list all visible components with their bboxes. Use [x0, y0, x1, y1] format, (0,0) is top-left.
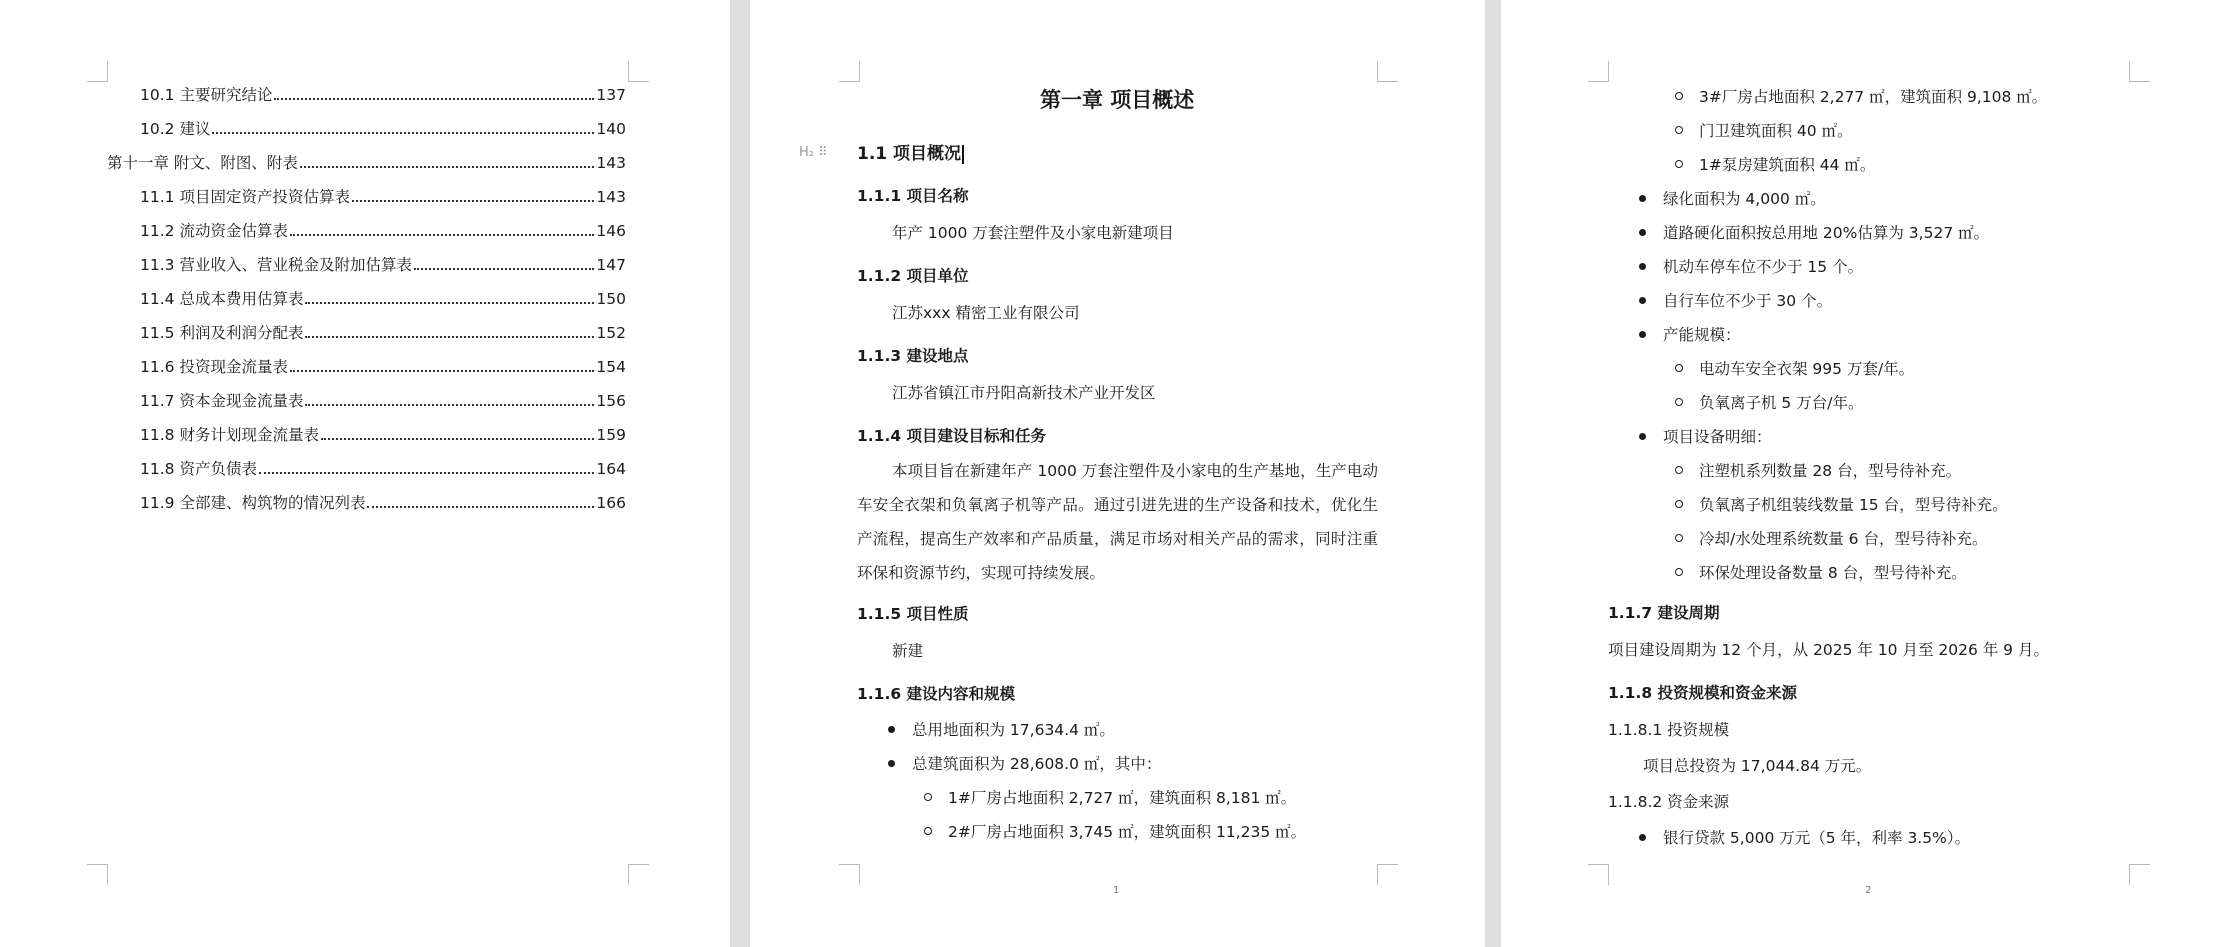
drag-handle-icon[interactable]: ⠿	[818, 145, 827, 160]
list-item-text: 银行贷款 5,000 万元（5 年，利率 3.5%）。	[1663, 829, 1971, 847]
section-heading-1-1-3: 1.1.3 建设地点	[857, 347, 969, 365]
circle-bullet-icon	[1675, 398, 1683, 406]
circle-bullet-icon	[1675, 568, 1683, 576]
sub-list-item	[1675, 561, 1967, 583]
toc-entry-label: 11.3 营业收入、营业税金及附加估算表	[140, 256, 412, 274]
toc-entry[interactable]	[140, 288, 626, 310]
project-nature-text: 新建	[892, 642, 924, 660]
toc-entry-page: 152	[596, 324, 626, 342]
section-heading-1-1-1: 1.1.1 项目名称	[857, 187, 969, 205]
toc-entry-page: 166	[596, 494, 626, 512]
section-heading-1-1-4: 1.1.4 项目建设目标和任务	[857, 427, 1047, 445]
toc-entry-label: 11.5 利润及利润分配表	[140, 324, 304, 342]
circle-bullet-icon	[1675, 92, 1683, 100]
toc-entry-page: 150	[596, 290, 626, 308]
section-heading-1-1-8-1: 1.1.8.1 投资规模	[1608, 721, 1730, 739]
toc-entry-page: 143	[596, 188, 626, 206]
bullet-icon	[1639, 263, 1646, 270]
toc-entry-page: 154	[596, 358, 626, 376]
crop-mark	[1588, 61, 1609, 82]
list-item-text: 门卫建筑面积 40 ㎡。	[1699, 122, 1853, 140]
list-item-text: 3#厂房占地面积 2,277 ㎡，建筑面积 9,108 ㎡。	[1699, 88, 2048, 106]
crop-mark	[1588, 864, 1609, 885]
list-item-text: 注塑机系列数量 28 台，型号待补充。	[1699, 462, 1962, 480]
bullet-icon	[1639, 229, 1646, 236]
toc-entry-label: 11.7 资本金现金流量表	[140, 392, 304, 410]
toc-entry-label: 11.6 投资现金流量表	[140, 358, 288, 376]
list-item	[1639, 289, 1832, 311]
sub-list-item	[1675, 357, 1914, 379]
toc-entry-label: 11.8 资产负债表	[140, 460, 257, 478]
toc-entry-label: 10.1 主要研究结论	[140, 86, 273, 104]
sub-list-item	[1675, 527, 1987, 549]
circle-bullet-icon	[924, 827, 932, 835]
toc-leader-dots	[274, 98, 594, 100]
list-item	[1639, 323, 1741, 345]
section-heading-1-1-text: 1.1 项目概况	[857, 144, 962, 164]
toc-entry[interactable]	[140, 424, 626, 446]
objectives-paragraph: 本项目旨在新建年产 1000 万套注塑件及小家电的生产基地，生产电动车安全衣架和负氧离子机等产品。通过引进先进的生产设备和技术，优化生产流程，提高生产效率和产品质量，满足市场对相关产品的需求，同时注重环保和资源节约，实现可持续发展。	[857, 462, 1378, 582]
list-item-text: 总用地面积为 17,634.4 ㎡。	[912, 721, 1115, 739]
section-heading-1-1-5: 1.1.5 项目性质	[857, 605, 969, 623]
page-number: 1	[1113, 885, 1120, 896]
toc-entry[interactable]	[140, 356, 626, 378]
list-item	[1639, 826, 1970, 848]
list-item-text: 2#厂房占地面积 3,745 ㎡，建筑面积 11,235 ㎡。	[948, 823, 1307, 841]
toc-leader-dots	[414, 268, 594, 270]
crop-mark	[628, 61, 649, 82]
toc-entry-page: 137	[596, 86, 626, 104]
section-heading-1-1-8: 1.1.8 投资规模和资金来源	[1608, 684, 1798, 702]
sub-list-item	[1675, 153, 1875, 175]
list-item-text: 电动车安全衣架 995 万套/年。	[1699, 360, 1915, 378]
circle-bullet-icon	[1675, 534, 1683, 542]
toc-leader-dots	[367, 506, 594, 508]
sub-list-item	[924, 786, 1296, 808]
section-heading-1-1-8-2: 1.1.8.2 资金来源	[1608, 793, 1730, 811]
list-item-text: 道路硬化面积按总用地 20%估算为 3,527 ㎡。	[1663, 224, 1990, 242]
toc-leader-dots	[305, 404, 594, 406]
toc-leader-dots	[305, 302, 594, 304]
crop-mark	[1377, 61, 1398, 82]
list-item	[1639, 425, 1772, 447]
construction-period-text: 项目建设周期为 12 个月，从 2025 年 10 月至 2026 年 9 月。	[1608, 641, 2049, 659]
circle-bullet-icon	[1675, 500, 1683, 508]
toc-entry[interactable]	[140, 390, 626, 412]
toc-entry-label: 第十一章 附文、附图、附表	[107, 154, 298, 172]
section-heading-1-1[interactable]	[857, 139, 964, 164]
bullet-icon	[1639, 331, 1646, 338]
crop-mark	[87, 61, 108, 82]
toc-entry-page: 146	[596, 222, 626, 240]
list-item-text: 冷却/水处理系统数量 6 台，型号待补充。	[1699, 530, 1988, 548]
crop-mark	[2129, 61, 2150, 82]
toc-entry[interactable]	[140, 458, 626, 480]
toc-entry[interactable]	[140, 220, 626, 242]
investment-scale-text: 项目总投资为 17,044.84 万元。	[1643, 757, 1872, 775]
toc-entry[interactable]	[140, 254, 626, 276]
toc-entry-page: 159	[596, 426, 626, 444]
list-item-text: 自行车位不少于 30 个。	[1663, 292, 1833, 310]
circle-bullet-icon	[1675, 466, 1683, 474]
crop-mark	[87, 864, 108, 885]
heading-marker-label: H₂	[799, 145, 814, 160]
toc-leader-dots	[300, 166, 594, 168]
section-heading-1-1-7: 1.1.7 建设周期	[1608, 604, 1720, 622]
toc-leader-dots	[352, 200, 594, 202]
list-item-text: 负氧离子机 5 万台/年。	[1699, 394, 1864, 412]
toc-leader-dots	[290, 370, 594, 372]
circle-bullet-icon	[924, 793, 932, 801]
toc-page	[0, 0, 730, 947]
list-item-text: 1#泵房建筑面积 44 ㎡。	[1699, 156, 1876, 174]
page-number: 2	[1865, 885, 1872, 896]
chapter-title: 第一章 项目概述	[1040, 87, 1195, 112]
list-item-text: 产能规模：	[1663, 326, 1741, 344]
list-item	[888, 718, 1115, 740]
toc-leader-dots	[259, 472, 594, 474]
circle-bullet-icon	[1675, 126, 1683, 134]
sub-list-item	[1675, 459, 1961, 481]
toc-leader-dots	[290, 234, 594, 236]
list-item-text: 绿化面积为 4,000 ㎡。	[1663, 190, 1826, 208]
bullet-icon	[1639, 433, 1646, 440]
construction-site-text: 江苏省镇江市丹阳高新技术产业开发区	[892, 384, 1156, 402]
list-item-text: 环保处理设备数量 8 台，型号待补充。	[1699, 564, 1967, 582]
toc-entry[interactable]	[140, 322, 626, 344]
document-page-1	[750, 0, 1485, 947]
bullet-icon	[1639, 195, 1646, 202]
list-item-text: 负氧离子机组装线数量 15 台，型号待补充。	[1699, 496, 2008, 514]
crop-mark	[839, 61, 860, 82]
list-item	[1639, 221, 1989, 243]
toc-entry-page: 164	[596, 460, 626, 478]
toc-entry-label: 10.2 建议	[140, 120, 211, 138]
toc-entry-label: 11.1 项目固定资产投资估算表	[140, 188, 350, 206]
toc-entry[interactable]	[140, 118, 626, 140]
bullet-icon	[1639, 297, 1646, 304]
toc-entry[interactable]	[140, 186, 626, 208]
sub-list-item	[924, 820, 1306, 842]
toc-entry-page: 143	[596, 154, 626, 172]
toc-entry-label: 11.4 总成本费用估算表	[140, 290, 304, 308]
toc-entry-page: 140	[596, 120, 626, 138]
list-item-text: 项目设备明细：	[1663, 428, 1772, 446]
sub-list-item	[1675, 85, 2047, 107]
list-item-text: 机动车停车位不少于 15 个。	[1663, 258, 1864, 276]
circle-bullet-icon	[1675, 364, 1683, 372]
list-item	[1639, 187, 1826, 209]
sub-list-item	[1675, 493, 2008, 515]
list-item	[888, 752, 1161, 774]
toc-leader-dots	[212, 132, 594, 134]
sub-list-item	[1675, 119, 1853, 141]
list-item-text: 总建筑面积为 28,608.0 ㎡，其中：	[912, 755, 1162, 773]
toc-entry-page: 156	[596, 392, 626, 410]
bullet-icon	[888, 760, 895, 767]
crop-mark	[1377, 864, 1398, 885]
toc-entry-label: 11.9 全部建、构筑物的情况列表	[140, 494, 366, 512]
circle-bullet-icon	[1675, 160, 1683, 168]
toc-entry[interactable]	[107, 152, 626, 174]
crop-mark	[628, 864, 649, 885]
crop-mark	[839, 864, 860, 885]
project-name-text: 年产 1000 万套注塑件及小家电新建项目	[892, 224, 1174, 242]
text-cursor	[962, 145, 964, 164]
section-heading-1-1-2: 1.1.2 项目单位	[857, 267, 969, 285]
project-unit-text: 江苏xxx 精密工业有限公司	[892, 304, 1080, 322]
sub-list-item	[1675, 391, 1863, 413]
document-page-2	[1501, 0, 2234, 947]
toc-entry[interactable]	[140, 492, 626, 514]
toc-entry[interactable]	[140, 84, 626, 106]
toc-entry-label: 11.2 流动资金估算表	[140, 222, 288, 240]
toc-leader-dots	[305, 336, 594, 338]
heading-style-icon[interactable]	[799, 145, 827, 160]
section-heading-1-1-6: 1.1.6 建设内容和规模	[857, 685, 1016, 703]
list-item	[1639, 255, 1863, 277]
toc-entry-page: 147	[596, 256, 626, 274]
list-item-text: 1#厂房占地面积 2,727 ㎡，建筑面积 8,181 ㎡。	[948, 789, 1297, 807]
toc-leader-dots	[321, 438, 594, 440]
bullet-icon	[1639, 834, 1646, 841]
crop-mark	[2129, 864, 2150, 885]
toc-entry-label: 11.8 财务计划现金流量表	[140, 426, 319, 444]
bullet-icon	[888, 726, 895, 733]
